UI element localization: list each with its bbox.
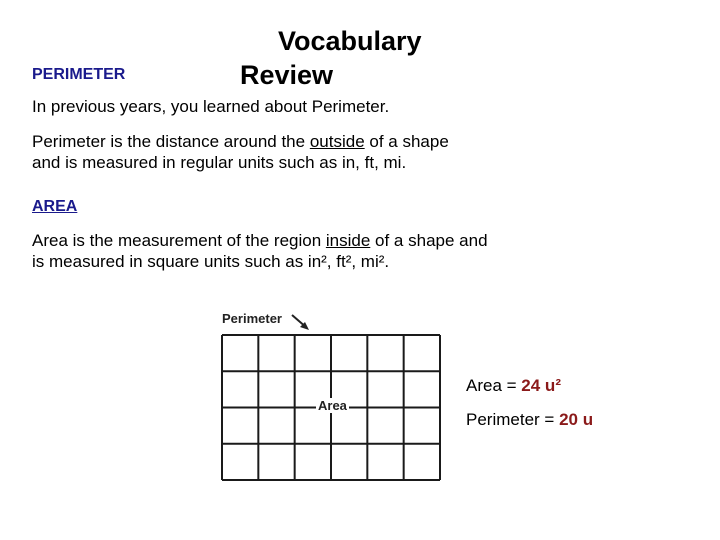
intro-text: In previous years, you learned about Perimeter. [32,97,390,116]
perimeter-value: 20 u [559,410,594,429]
area-definition-line-2: is measured in square units such as in², ft², mi². [32,252,390,271]
area-value: 24 u² [521,376,561,395]
perimeter-result: Perimeter = 20 u [466,410,594,429]
perimeter-definition-line-2: and is measured in regular units such as in, ft, mi. [32,153,407,172]
perimeter-heading: PERIMETER [32,66,126,83]
title-line-2: Review [240,60,334,90]
area-definition-line-1: Area is the measurement of the region inside of a shape and [32,231,488,250]
area-definition [32,230,488,272]
inside-keyword: inside [325,231,371,250]
grid-diagram [210,300,455,490]
outside-keyword: outside [309,132,365,151]
diagram-perimeter-label: Perimeter [222,311,282,326]
title-line-1: Vocabulary [278,26,422,56]
perimeter-definition-line-1: Perimeter is the distance around the outside of a shape [32,132,449,151]
area-result: Area = 24 u² [466,376,561,395]
perimeter-definition [32,131,449,173]
grid-svg [210,300,455,490]
diagram-area-label: Area [318,398,347,413]
area-heading: AREA [32,198,78,215]
